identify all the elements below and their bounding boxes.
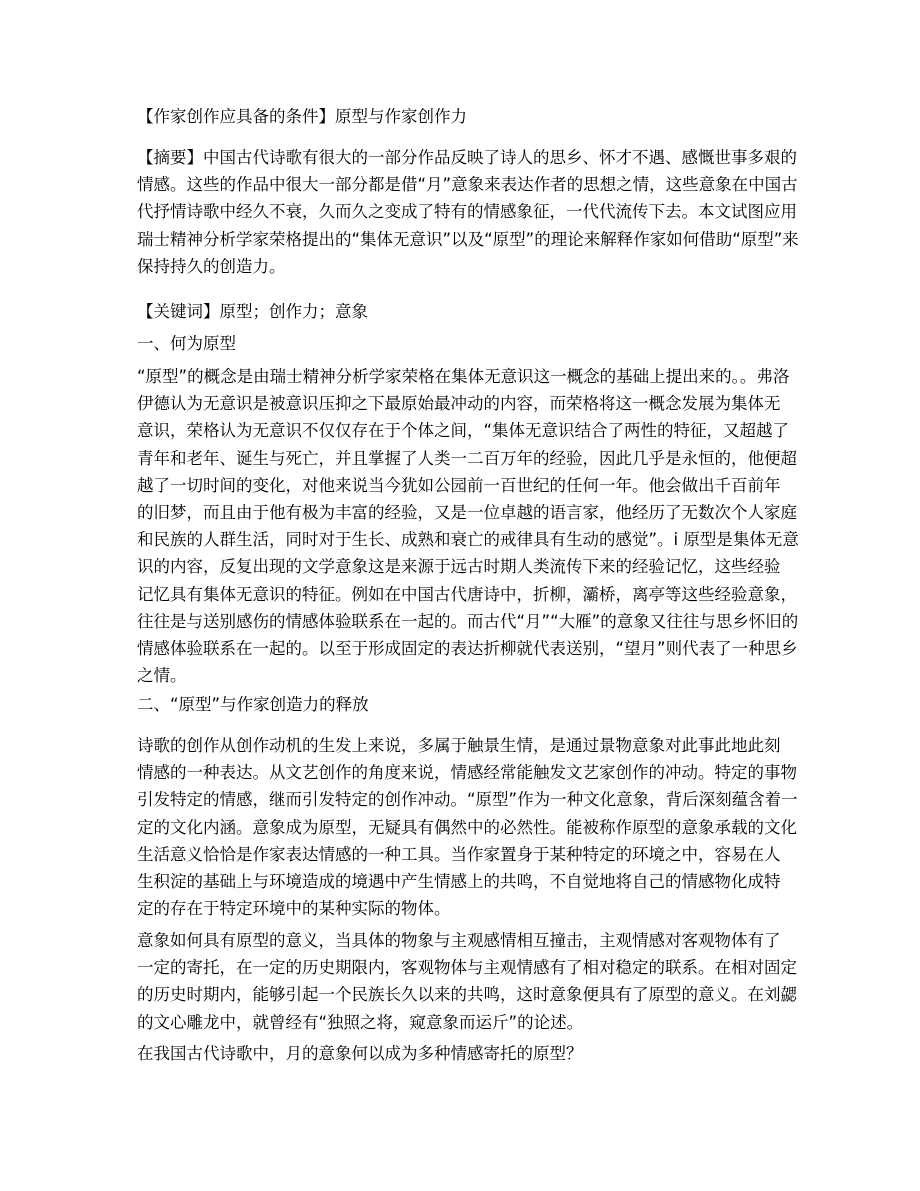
abstract-line: 瑞士精神分析学家荣格提出的“集体无意识”以及“原型”的理论来解释作家如何借助“原型”来 — [137, 229, 799, 249]
paragraph-line: 的文心雕龙中，就曾经有“独照之将，窥意象而运斤”的论述。 — [137, 1012, 584, 1032]
paragraph-line: 识的内容，反复出现的文学意象这是来源于远古时期人类流传下来的经验记忆，这些经验 — [137, 557, 781, 577]
abstract-line: 【摘要】中国古代诗歌有很大的一部分作品反映了诗人的思乡、怀才不遇、感慨世事多艰的 — [137, 148, 797, 167]
section2-paragraph1 — [137, 732, 797, 922]
paragraph-line: 情感的一种表达。从文艺创作的角度来说，情感经常能触发文艺家创作的冲动。特定的事物 — [137, 763, 797, 783]
abstract-line: 代抒情诗歌中经久不衰，久而久之变成了特有的情感象征，一代代流传下去。本文试图应用 — [137, 202, 797, 222]
section1-heading — [137, 330, 797, 357]
title-text: 【作家创作应具备的条件】原型与作家创作力 — [137, 107, 467, 126]
paragraph-line: 引发特定的情感，继而引发特定的创作冲动。“原型”作为一种文化意象，背后深刻蕴含着一 — [137, 790, 798, 810]
paragraph-line: 定的存在于特定环境中的某种实际的物体。 — [137, 899, 451, 919]
keywords — [137, 298, 797, 325]
paragraph-line: 往往是与送别感伤的情感体验联系在一起的。而古代“月”“大雁”的意象又往往与思乡怀旧的 — [137, 611, 799, 631]
document-title — [137, 103, 797, 130]
paragraph-line: 的旧梦，而且由于他有极为丰富的经验，又是一位卓越的语言家，他经历了无数次个人家庭 — [137, 503, 797, 523]
paragraph-line: 意象如何具有原型的意义，当具体的物象与主观感情相互撞击，主观情感对客观物体有了 — [137, 931, 781, 950]
paragraph-line: 的历史时期内，能够引起一个民族长久以来的共鸣，这时意象便具有了原型的意义。在刘勰 — [137, 985, 797, 1005]
paragraph-line: 情感体验联系在一起的。以至于形成固定的表达折柳就代表送别，“望月”则代表了一种思乡 — [137, 639, 798, 659]
heading-text: 一、何为原型 — [137, 334, 236, 353]
abstract-line: 情感。这些的作品中很大一部分都是借“月”意象来表达作者的思想之情，这些意象在中国古 — [137, 175, 798, 195]
question-text: 在我国古代诗歌中，月的意象何以成为多种情感寄托的原型？ — [137, 1044, 583, 1063]
keywords-text: 【关键词】原型；创作力；意象 — [137, 302, 368, 321]
paragraph-line: 生积淀的基础上与环境造成的境遇中产生情感上的共鸣，不自觉地将自己的情感物化成特 — [137, 872, 781, 892]
paragraph-line: 之情。 — [137, 666, 187, 686]
abstract-paragraph — [137, 144, 797, 280]
paragraph-line: 定的文化内涵。意象成为原型，无疑具有偶然中的必然性。能被称作原型的意象承载的文化 — [137, 817, 797, 837]
section2-question — [137, 1040, 797, 1067]
paragraph-line: “原型”的概念是由瑞士精神分析学家荣格在集体无意识这一概念的基础上提出来的。。弗洛 — [137, 367, 790, 386]
paragraph-line: 意识，荣格认为无意识不仅仅存在于个体之间，“集体无意识结合了两性的特征，又超越了 — [137, 421, 790, 441]
heading-text: 二、“原型”与作家创造力的释放 — [137, 695, 369, 714]
paragraph-line: 和民族的人群生活，同时对于生长、成熟和衰亡的戒律具有生动的感觉”。i 原型是集体无意 — [137, 530, 799, 550]
paragraph-line: 越了一切时间的变化，对他来说当今犹如公园前一百世纪的任何一年。他会做出千百前年 — [137, 475, 781, 495]
section1-paragraph — [137, 363, 797, 689]
paragraph-line: 青年和老年、诞生与死亡，并且掌握了人类一二百万年的经验，因此几乎是永恒的，他便超 — [137, 448, 797, 468]
paragraph-line: 伊德认为无意识是被意识压抑之下最原始最冲动的内容，而荣格将这一概念发展为集体无 — [137, 394, 781, 414]
section2-paragraph2 — [137, 927, 797, 1036]
paragraph-line: 记忆具有集体无意识的特征。例如在中国古代唐诗中，折柳，灞桥，离亭等这些经验意象， — [137, 584, 797, 604]
section2-heading — [137, 691, 797, 718]
paragraph-line: 生活意义恰恰是作家表达情感的一种工具。当作家置身于某种特定的环境之中，容易在人 — [137, 844, 781, 864]
paragraph-line: 一定的寄托，在一定的历史期限内，客观物体与主观情感有了相对稳定的联系。在相对固定 — [137, 958, 797, 978]
abstract-line: 保持持久的创造力。 — [137, 256, 286, 276]
paragraph-line: 诗歌的创作从创作动机的生发上来说，多属于触景生情，是通过景物意象对此事此地此刻 — [137, 736, 781, 755]
